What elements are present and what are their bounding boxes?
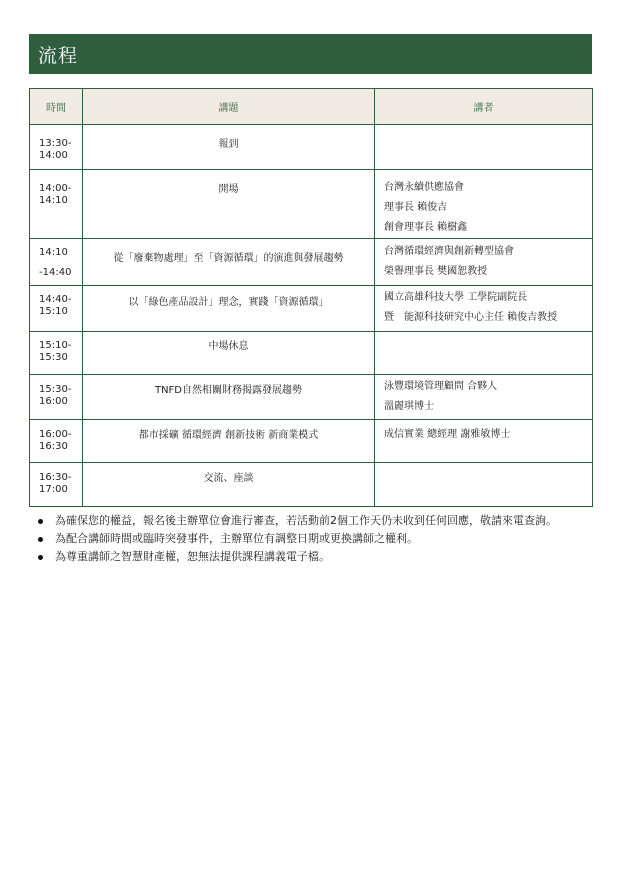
time-cell — [30, 170, 83, 239]
topic-cell — [83, 375, 375, 420]
speaker-cell — [375, 286, 593, 332]
topic-cell — [83, 170, 375, 239]
speaker-line: 成信實業 總經理 謝雅敏博士 — [384, 429, 511, 440]
time-end: 14:10 — [39, 195, 68, 206]
time-start: 14:10 — [39, 247, 68, 258]
time-start: 15:10- — [39, 340, 72, 351]
speaker-line: 國立高雄科技大學 工學院副院長 — [384, 292, 528, 303]
time-start: 14:00- — [39, 183, 72, 194]
column-header-time: 時間 — [30, 89, 83, 125]
topic-text: TNFD自然相關財務揭露發展趨勢 — [154, 385, 303, 396]
time-cell — [30, 420, 83, 463]
time-cell — [30, 375, 83, 420]
topic-cell — [83, 286, 375, 332]
speaker-line: 榮譽理事長 樊國恕教授 — [384, 266, 488, 277]
bullet-icon — [38, 537, 43, 542]
speaker-line: 理事長 賴俊吉 — [384, 202, 448, 213]
bullet-icon — [38, 519, 43, 524]
time-end: 16:30 — [39, 441, 68, 452]
note-item — [36, 549, 596, 565]
topic-cell — [83, 420, 375, 463]
table-row — [30, 332, 593, 375]
time-cell — [30, 332, 83, 375]
section-header — [29, 34, 592, 74]
speaker-line: 台灣循環經濟與創新轉型協會 — [384, 246, 514, 257]
speaker-cell — [375, 239, 593, 286]
speaker-line: 創會理事長 賴樹鑫 — [384, 222, 468, 233]
column-header-speaker: 講者 — [375, 89, 593, 125]
table-row — [30, 286, 593, 332]
time-start: 15:30- — [39, 384, 72, 395]
time-cell — [30, 463, 83, 507]
topic-cell — [83, 239, 375, 286]
speaker-line: 溫麗琪博士 — [384, 401, 434, 412]
speaker-cell — [375, 125, 593, 170]
time-end: -14:40 — [39, 267, 72, 278]
table-row — [30, 463, 593, 507]
speaker-cell — [375, 375, 593, 420]
time-cell — [30, 125, 83, 170]
note-text: 為確保您的權益，報名後主辦單位會進行審查，若活動前2個工作天仍未收到任何回應，敬請來電查詢。 — [55, 514, 557, 527]
topic-text: 中場休息 — [208, 341, 249, 352]
time-end: 14:00 — [39, 150, 68, 161]
column-header-topic: 講題 — [83, 89, 375, 125]
schedule-table — [29, 88, 593, 507]
speaker-cell — [375, 332, 593, 375]
time-end: 15:30 — [39, 352, 68, 363]
speaker-line: 暨 能源科技研究中心主任 賴俊吉教授 — [384, 312, 558, 323]
note-text: 為配合講師時間或臨時突發事件，主辦單位有調整日期或更換講師之權利。 — [55, 532, 418, 545]
speaker-line: 泳豐環境管理顧問 合夥人 — [384, 381, 498, 392]
time-start: 16:00- — [39, 429, 72, 440]
note-text: 為尊重講師之智慧財產權，恕無法提供課程講義電子檔。 — [55, 550, 330, 563]
table-row — [30, 420, 593, 463]
topic-cell — [83, 125, 375, 170]
topic-cell — [83, 463, 375, 507]
time-cell — [30, 286, 83, 332]
speaker-cell — [375, 170, 593, 239]
table-row — [30, 125, 593, 170]
time-end: 16:00 — [39, 396, 68, 407]
bullet-icon — [38, 555, 43, 560]
note-item — [36, 513, 596, 529]
notes-list — [36, 513, 596, 567]
topic-text: 以「綠色產品設計」理念，實踐「資源循環」 — [128, 297, 329, 308]
table-header-row — [30, 89, 593, 125]
time-start: 14:40- — [39, 294, 72, 305]
speaker-cell — [375, 420, 593, 463]
table-row — [30, 170, 593, 239]
topic-cell — [83, 332, 375, 375]
topic-text: 從「廢棄物處理」至「資源循環」的演進與發展趨勢 — [113, 253, 344, 264]
time-start: 13:30- — [39, 138, 72, 149]
note-item — [36, 531, 596, 547]
speaker-cell — [375, 463, 593, 507]
speaker-line: 台灣永續供應協會 — [384, 182, 464, 193]
time-start: 16:30- — [39, 472, 72, 483]
time-end: 15:10 — [39, 306, 68, 317]
topic-text: 都市採礦 循環經濟 創新技術 新商業模式 — [138, 430, 319, 441]
time-cell — [30, 239, 83, 286]
table-row — [30, 239, 593, 286]
time-end: 17:00 — [39, 484, 68, 495]
table-row — [30, 375, 593, 420]
topic-text: 報到 — [218, 139, 239, 150]
topic-text: 開場 — [218, 184, 239, 195]
section-title: 流程 — [38, 44, 79, 67]
topic-text: 交流、座談 — [203, 473, 254, 484]
